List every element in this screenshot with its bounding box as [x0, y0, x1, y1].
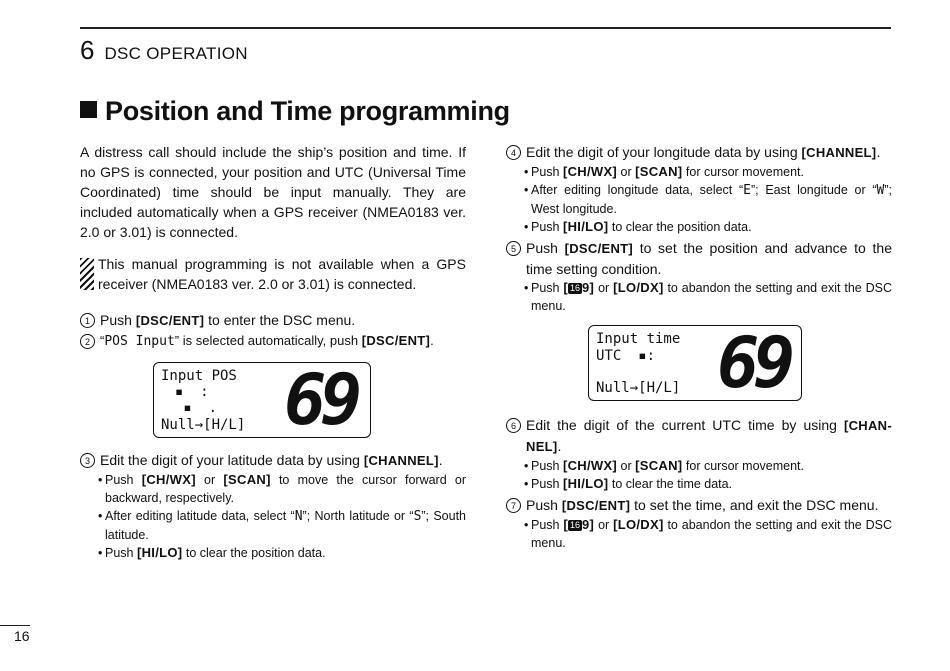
lcd-text: POS Input [104, 334, 175, 349]
step-3-bullets [98, 471, 466, 562]
step-number: 2 [80, 334, 95, 349]
step-number: 4 [506, 145, 521, 160]
lcd-channel-number: 69 [284, 359, 357, 441]
dsc-ent-key: [DSC/ENT] [564, 241, 634, 256]
channel-16-badge: 16 [570, 520, 581, 530]
step-5: 5 Push [DSC/ENT] to set the position and advance to the time setting condition. [506, 238, 892, 279]
bullet: • After editing latitude data, select “N”; North latitude or “S”; South latitude. [98, 509, 466, 542]
lcd-channel-number: 69 [717, 322, 790, 404]
bullet: • Push [ 16 9] or [LO/DX] to abandon the setting and exit the DSC menu. [524, 517, 893, 550]
lcd-line-2: ▪ : [158, 384, 209, 400]
lcd-line-2: UTC ▪: [596, 348, 656, 364]
step-6: 6 Edit the digit of the current UTC time by using [CHAN-NEL]. [506, 415, 892, 457]
step-2: 2 “POS Input” is selected automatically, push [DSC/ENT]. [80, 331, 466, 352]
step-7: 7 Push [DSC/ENT] to set the time, and exit the DSC menu. [506, 495, 892, 516]
bullet: • Push [CH/WX] or [SCAN] for cursor movement. [524, 164, 804, 179]
step-number: 5 [506, 241, 521, 256]
chapter-number: 6 [80, 35, 95, 65]
right-column [506, 142, 892, 552]
lcd-line-4: Null→[H/L] [161, 417, 246, 433]
footer-rule [0, 625, 30, 626]
lcd-line-3: ▪ . [158, 400, 218, 416]
bullet: • After editing longitude data, select “E”; East longitude or “W”; West longitude. [524, 183, 892, 216]
bullet: • Push [CH/WX] or [SCAN] for cursor movement. [524, 458, 804, 473]
bullet: • Push [CH/WX] or [SCAN] to move the cursor forward or backward, respectively. [98, 472, 467, 505]
page-number: 16 [14, 628, 30, 644]
step-7-bullets [524, 516, 892, 552]
left-column [80, 142, 466, 562]
dsc-ent-key: [DSC/ENT] [561, 498, 631, 513]
bullet: • Push [HI/LO] to clear the position data. [98, 545, 326, 560]
step-number: 3 [80, 453, 95, 468]
dsc-ent-key: [DSC/ENT] [135, 313, 205, 328]
intro-paragraph: A distress call should include the ship’s position and time. If no GPS is connected, your position and UTC (Universal Time Coordinated) time should be input manually. They are included automatically when a GPS receiver (NMEA0183 ver. 2.0 or 3.01) is connected. [80, 144, 466, 240]
note-icon [80, 258, 94, 290]
dsc-ent-key: [DSC/ENT] [361, 333, 431, 348]
bullet: • Push [HI/LO] to clear the position data. [524, 219, 752, 234]
step-number: 1 [80, 313, 95, 328]
step-5-bullets [524, 279, 892, 315]
channel-key: [CHANNEL] [363, 453, 439, 468]
step-4-bullets [524, 163, 892, 236]
chapter-title: DSC OPERATION [104, 44, 248, 63]
header-rule [80, 27, 891, 29]
channel-16-badge: 16 [570, 283, 581, 293]
channel-key: [CHAN-NEL] [526, 418, 892, 454]
lcd-line-1: Input time [596, 331, 681, 347]
note-block [80, 254, 466, 294]
step-number: 6 [506, 418, 521, 433]
bullet: • Push [ 16 9] or [LO/DX] to abandon the setting and exit the DSC menu. [524, 280, 893, 313]
section-title: Position and Time programming [80, 96, 510, 127]
note-text: This manual programming is not available when a GPS receiver (NMEA0183 ver. 2.0 or 3.01) is connected. [98, 256, 466, 292]
channel-key: [CHANNEL] [801, 145, 877, 160]
step-4: 4 Edit the digit of your longitude data by using [CHANNEL]. [506, 142, 892, 163]
step-number: 7 [506, 498, 521, 513]
lcd-line-3: Null→[H/L] [596, 380, 681, 396]
chapter-header [80, 35, 248, 66]
step-1: 1 Push [DSC/ENT] to enter the DSC menu. [80, 310, 466, 331]
bullet: • Push [HI/LO] to clear the time data. [524, 476, 733, 491]
lcd-display-time [588, 322, 802, 404]
step-6-bullets [524, 457, 892, 493]
step-3: 3 Edit the digit of your latitude data by using [CHANNEL]. [80, 450, 466, 471]
square-bullet-icon [80, 101, 97, 118]
lcd-line-1: Input POS [161, 368, 237, 384]
lcd-display-position [153, 359, 371, 441]
